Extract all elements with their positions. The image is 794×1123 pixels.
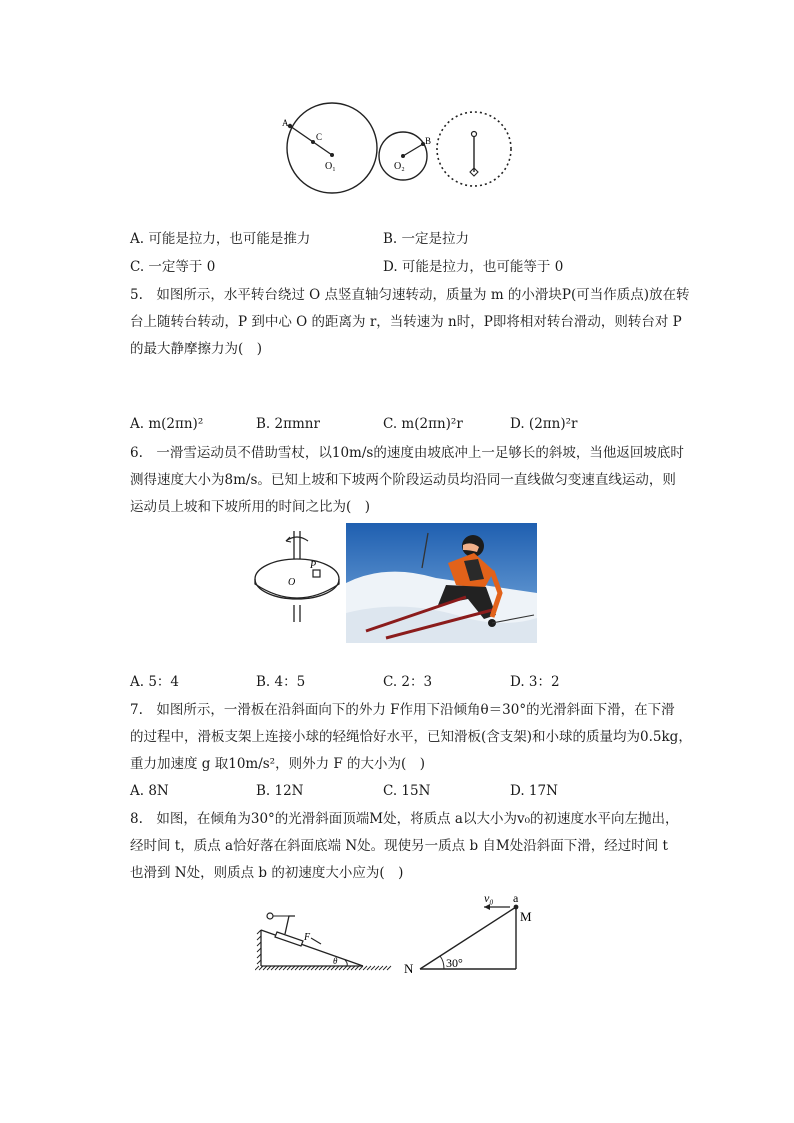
turntable-label-o: O — [288, 577, 296, 588]
turntable-figure — [250, 527, 350, 624]
skateboard-incline-figure — [255, 898, 395, 972]
projectile-label-m: M — [520, 909, 532, 924]
skateboard-label-f: F — [304, 932, 311, 943]
q7-option-c: C. 15N — [383, 783, 431, 799]
label-c: C — [316, 132, 323, 142]
q7-line-3: 重力加速度 g 取10m/s²，则外力 F 的大小为( ) — [130, 756, 426, 772]
q6-line-3: 运动员上坡和下坡所用的时间之比为( ) — [130, 499, 371, 515]
q7-option-d: D. 17N — [510, 783, 558, 799]
q5-option-b: B. 2πmnr — [256, 416, 320, 432]
turntable-label-p: P — [310, 560, 317, 571]
q7-option-b: B. 12N — [256, 783, 304, 799]
q8-line-1: 8. 如图，在倾角为30°的光滑斜面顶端M处，将质点 a以大小为v₀的初速度水平向左抛出， — [130, 811, 679, 827]
projectile-label-angle: 30° — [446, 956, 463, 970]
label-a: A — [282, 118, 289, 128]
skateboard-label-theta: θ — [333, 956, 338, 966]
label-b: B — [425, 136, 432, 146]
q8-line-2: 经时间 t，质点 a恰好落在斜面底端 N处。现使另一质点 b 自M处沿斜面下滑，经过时间 t — [130, 838, 668, 854]
q6-option-a: A. 5：4 — [130, 674, 180, 690]
projectile-label-n: N — [404, 961, 414, 974]
q8-line-3: 也滑到 N处，则质点 b 的初速度大小应为( ) — [130, 865, 404, 881]
q6-line-1: 6. 一滑雪运动员不借助雪杖，以10m/s的速度由坡底冲上一足够长的斜坡，当他返回坡底时 — [130, 445, 684, 461]
q7-line-1: 7. 如图所示，一滑板在沿斜面向下的外力 F作用下沿倾角θ＝30°的光滑斜面下滑，在下滑 — [130, 702, 675, 718]
skier-photo — [346, 523, 537, 643]
q5-option-a: A. m(2πn)² — [130, 416, 204, 432]
label-o1: O₁ — [325, 161, 336, 172]
projectile-incline-figure — [398, 890, 534, 974]
projectile-label-a: a — [513, 891, 519, 905]
q7-line-2: 的过程中，滑板支架上连接小球的轻绳恰好水平，已知滑板(含支架)和小球的质量均为0.5kg， — [130, 729, 692, 745]
q4-option-d: D. 可能是拉力，也可能等于 0 — [383, 259, 564, 275]
q5-line-3: 的最大静摩擦力为( ) — [130, 341, 263, 357]
q4-option-a: A. 可能是拉力，也可能是推力 — [130, 231, 311, 247]
q4-option-b: B. 一定是拉力 — [383, 231, 470, 247]
q5-line-1: 5. 如图所示，水平转台绕过 O 点竖直轴匀速转动，质量为 m 的小滑块P(可当作质点)放在转 — [130, 287, 690, 303]
q6-line-2: 测得速度大小为8m/s。已知上坡和下坡两个阶段运动员均沿同一直线做匀变速直线运动，则 — [130, 472, 676, 488]
q7-option-a: A. 8N — [130, 783, 169, 799]
label-o2: O₂ — [394, 161, 405, 172]
projectile-label-v0: v₀ — [484, 891, 494, 905]
q6-option-d: D. 3：2 — [510, 674, 560, 690]
q4-wheels-figure — [270, 92, 530, 204]
q5-option-d: D. (2πn)²r — [510, 416, 578, 432]
q5-line-2: 台上随转台转动，P 到中心 O 的距离为 r，当转速为 n时，P即将相对转台滑动，则转台对 P — [130, 314, 682, 330]
q6-option-b: B. 4：5 — [256, 674, 306, 690]
q5-option-c: C. m(2πn)²r — [383, 416, 463, 432]
q4-option-c: C. 一定等于 0 — [130, 259, 216, 275]
q6-option-c: C. 2：3 — [383, 674, 433, 690]
